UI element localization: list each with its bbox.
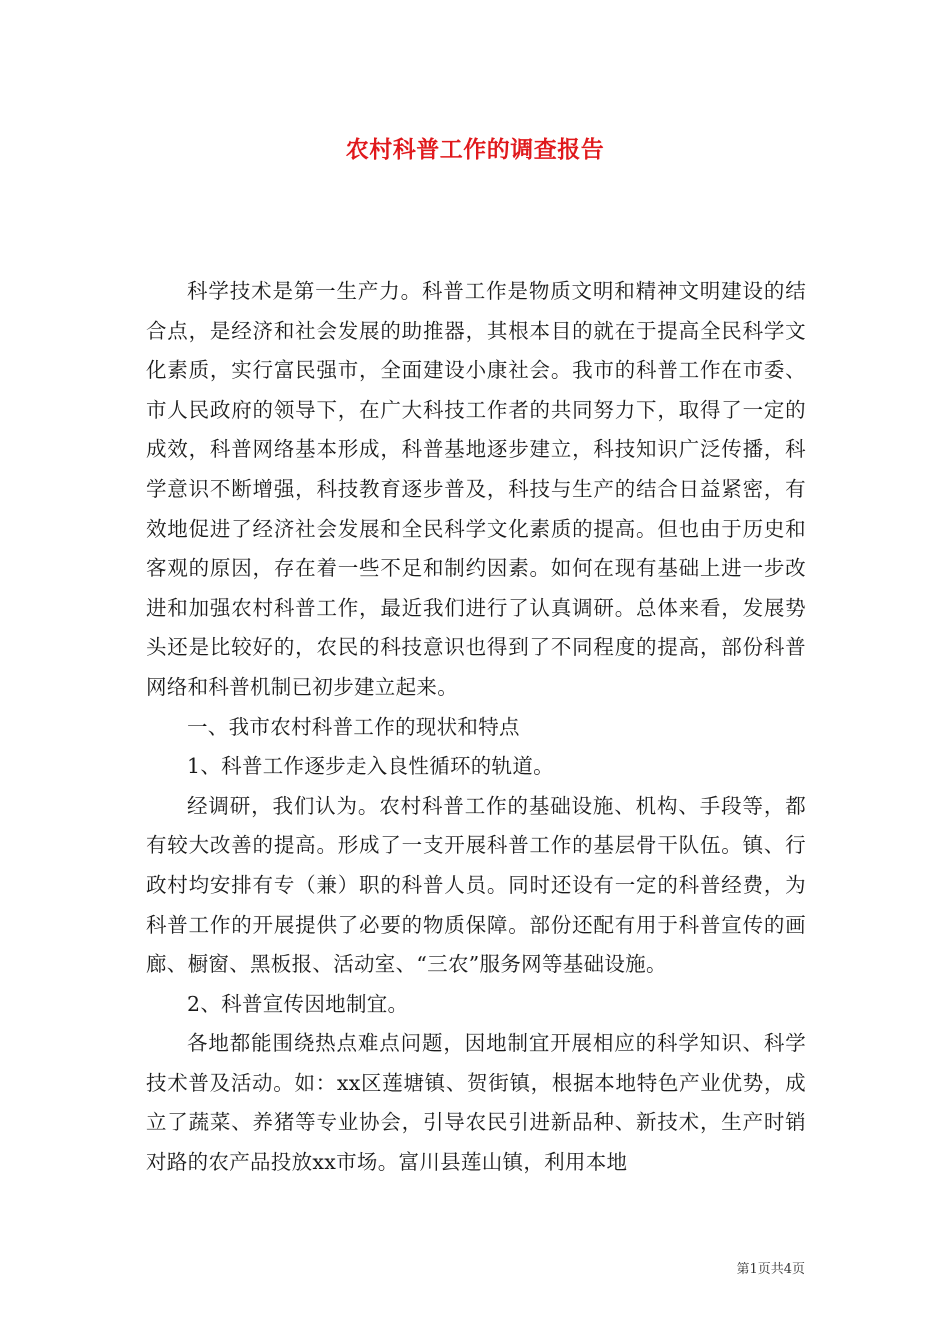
paragraph: 科学技术是第一生产力。科普工作是物质文明和精神文明建设的结合点，是经济和社会发展的助推器，其根本目的就在于提高全民科学文化素质，实行富民强市，全面建设小康社会。我市的科普工作在市委、市人民政府的领导下，在广大科技工作者的共同努力下，取得了一定的成效，科普网络基本形成，科普基地逐步建立，科技知识广泛传播，科学意识不断增强，科技教育逐步普及，科技与生产的结合日益紧密，有效地促进了经济社会发展和全民科学文化素质的提高。但也由于历史和客观的原因，存在着一些不足和制约因素。如何在现有基础上进一步改进和加强农村科普工作，最近我们进行了认真调研。总体来看，发展势头还是比较好的，农民的科技意识也得到了不同程度的提高，部份科普网络和科普机制已初步建立起来。 [146, 279, 806, 699]
subsection-heading: 1、科普工作逐步走入良性循环的轨道。 [187, 754, 554, 779]
section-heading: 一、我市农村科普工作的现状和特点 [187, 714, 520, 739]
page-number: 第1页共4页 [736, 1262, 805, 1277]
paragraph: 各地都能围绕热点难点问题，因地制宜开展相应的科学知识、科学技术普及活动。如：xx区莲塘镇、贺街镇，根据本地特色产业优势，成立了蔬菜、养猪等专业协会，引导农民引进新品种、新技术，生产时销对路的农产品投放xx市场。富川县莲山镇，利用本地 [146, 1031, 806, 1175]
document-body [146, 272, 806, 1183]
paragraph: 经调研，我们认为。农村科普工作的基础设施、机构、手段等，都有较大改善的提高。形成了一支开展科普工作的基层骨干队伍。镇、行政村均安排有专（兼）职的科普人员。同时还设有一定的科普经费，为科普工作的开展提供了必要的物质保障。部份还配有用于科普宣传的画廊、橱窗、黑板报、活动室、“三农”服务网等基础设施。 [146, 793, 806, 977]
subsection-heading: 2、科普宣传因地制宜。 [187, 991, 409, 1016]
document-title: 农村科普工作的调查报告 [345, 136, 605, 163]
